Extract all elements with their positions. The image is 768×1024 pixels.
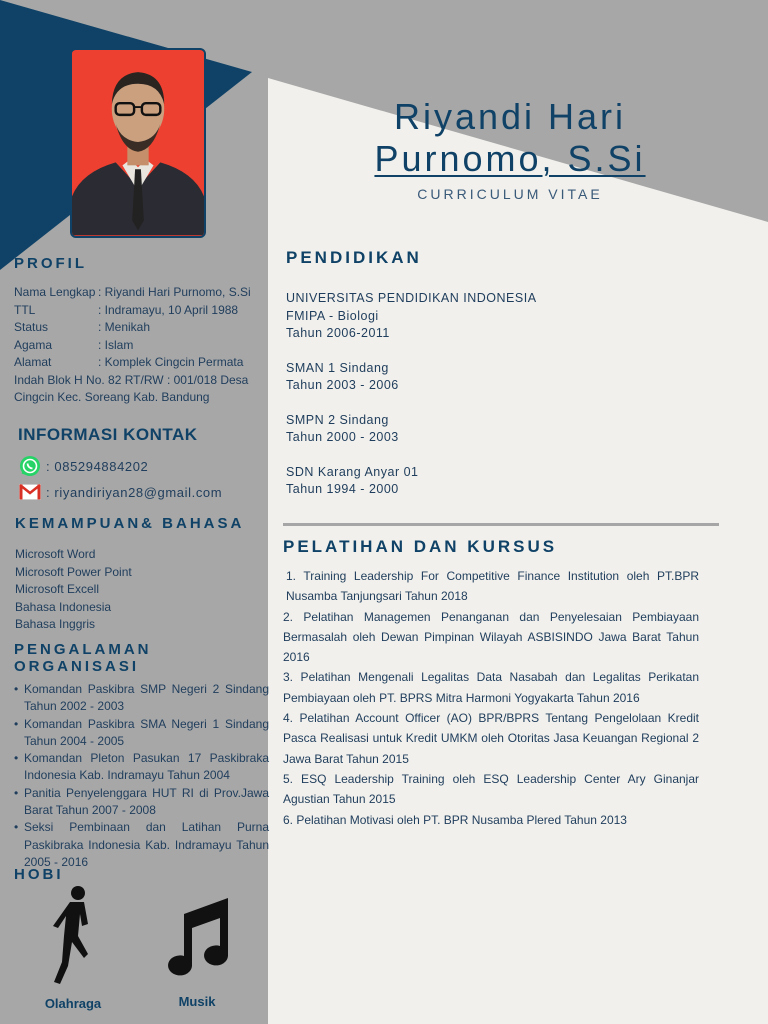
pelatihan-section — [283, 537, 699, 830]
education-line: FMIPA - Biologi — [286, 308, 379, 323]
profil-row — [14, 284, 266, 302]
name-line-2: Purnomo, S.Si — [374, 138, 646, 179]
organisasi-section — [14, 641, 269, 871]
gmail-icon — [18, 481, 42, 503]
organisasi-item: • Komandan Paskibra SMP Negeri 2 Sindang Tahun 2002 - 2003 — [24, 681, 269, 716]
course-item: 3. Pelatihan Mengenali Legalitas Data Nasabah dan Legalitas Perikatan Pembiayaan oleh PT. BPRS Mitra Harmoni Yogyakarta Tahun 2016 — [283, 670, 699, 705]
phone-number[interactable]: : 085294884202 — [46, 458, 149, 474]
skill-item: Bahasa Inggris — [15, 617, 96, 631]
skill-item: Microsoft Power Point — [15, 564, 132, 579]
profil-label: Status — [14, 320, 49, 334]
skills-list — [15, 546, 267, 634]
organisasi-item: • Komandan Pleton Pasukan 17 Paskibraka Indonesia Kab. Indramayu Tahun 2004 — [24, 750, 269, 785]
pelatihan-heading: PELATIHAN DAN KURSUS — [283, 537, 558, 556]
course-item: 2. Pelatihan Managemen Penanganan dan Penyelesaian Pembiayaan Bermasalah oleh Dewan Pimpinan Wilayah ASBISINDO Jawa Barat Tahun 2016 — [283, 609, 699, 665]
education-line: Tahun 1994 - 2000 — [286, 482, 399, 496]
email-address[interactable]: : riyandiriyan28@gmail.com — [46, 484, 223, 500]
profil-row — [14, 319, 266, 337]
education-line: Tahun 2006-2011 — [286, 326, 390, 340]
cv-subtitle: CURRICULUM VITAE — [417, 186, 603, 202]
education-list — [286, 290, 720, 499]
profil-value: : Riyandi Hari Purnomo, S.Si — [98, 285, 251, 299]
phone-row — [18, 455, 270, 477]
profil-section — [14, 255, 266, 407]
pendidikan-heading: PENDIDIKAN — [286, 248, 422, 267]
profil-row — [14, 354, 266, 372]
candidate-name — [300, 96, 720, 180]
whatsapp-icon — [18, 455, 42, 477]
organisasi-item: • Seksi Pembinaan dan Latihan Purna Paskibraka Indonesia Kab. Indramayu Tahun 2005 - 2016 — [24, 819, 269, 871]
course-item: 6. Pelatihan Motivasi oleh PT. BPR Nusamba Plered Tahun 2013 — [283, 812, 627, 827]
skill-item: Microsoft Excell — [15, 582, 100, 596]
kemampuan-section — [15, 515, 267, 634]
profil-label: Nama Lengkap — [14, 285, 96, 299]
course-list — [283, 566, 699, 830]
hobi-section — [14, 866, 266, 883]
kontak-section — [18, 425, 270, 503]
course-item: 5. ESQ Leadership Training oleh ESQ Leadership Center Ary Ginanjar Agustian Tahun 2015 — [283, 771, 699, 807]
profil-label: TTL — [14, 302, 36, 317]
profile-photo — [70, 48, 206, 238]
skill-item: Bahasa Indonesia — [15, 599, 112, 614]
profil-value: : Komplek Cingcin Permata — [98, 355, 244, 369]
pendidikan-section — [286, 248, 720, 516]
course-item: 4. Pelatihan Account Officer (AO) BPR/BPRS Tentang Pengelolaan Kredit Pasca Realisasi untuk Kredit UMKM oleh Otoritas Jasa Keuangan Regional 2 Jawa Barat Tahun 2015 — [283, 711, 699, 766]
address-continuation: Indah Blok H No. 82 RT/RW : 001/018 Desa Cingcin Kec. Soreang Kab. Bandung — [14, 372, 249, 404]
organisasi-list — [14, 681, 269, 871]
hobby-label: Musik — [178, 994, 216, 1009]
name-line-1: Riyandi Hari — [393, 96, 627, 137]
music-note-icon — [162, 894, 232, 980]
education-line: SMPN 2 Sindang — [286, 412, 389, 427]
runner-icon — [48, 884, 98, 990]
education-entry — [286, 290, 720, 343]
education-line: UNIVERSITAS PENDIDIKAN INDONESIA — [286, 291, 537, 305]
education-entry — [286, 412, 720, 447]
hobby-label: Olahraga — [44, 996, 102, 1011]
education-entry — [286, 464, 720, 499]
education-line: Tahun 2003 - 2006 — [286, 378, 399, 392]
organisasi-heading: PENGALAMAN ORGANISASI — [14, 641, 152, 675]
profil-value: : Indramayu, 10 April 1988 — [98, 302, 239, 317]
education-entry — [286, 360, 720, 395]
education-line: SDN Karang Anyar 01 — [286, 464, 419, 479]
profil-value: : Menikah — [98, 320, 151, 334]
course-item: 1. Training Leadership For Competitive Finance Institution oleh PT.BPR Nusamba Tanjungsari Tahun 2018 — [286, 569, 699, 604]
hobby-olahraga — [38, 884, 108, 1011]
kontak-heading: INFORMASI KONTAK — [18, 425, 198, 444]
email-row — [18, 481, 270, 503]
profil-row — [14, 337, 266, 355]
skill-item: Microsoft Word — [15, 547, 96, 561]
profil-value: : Islam — [98, 337, 134, 352]
hobi-heading: HOBI — [14, 866, 64, 883]
profil-details — [14, 284, 266, 407]
hobby-musik — [158, 894, 236, 1009]
education-line: SMAN 1 Sindang — [286, 360, 389, 375]
kemampuan-heading: KEMAMPUAN& BAHASA — [15, 515, 245, 532]
profil-heading: PROFIL — [14, 255, 87, 272]
section-divider — [283, 523, 719, 526]
organisasi-item: • Komandan Paskibra SMA Negeri 1 Sindang Tahun 2004 - 2005 — [24, 716, 269, 751]
profil-label: Alamat — [14, 355, 52, 369]
organisasi-item: • Panitia Penyelenggara HUT RI di Prov.Jawa Barat Tahun 2007 - 2008 — [24, 785, 269, 820]
profil-label: Agama — [14, 337, 53, 352]
profil-row — [14, 302, 266, 320]
education-line: Tahun 2000 - 2003 — [286, 430, 399, 444]
